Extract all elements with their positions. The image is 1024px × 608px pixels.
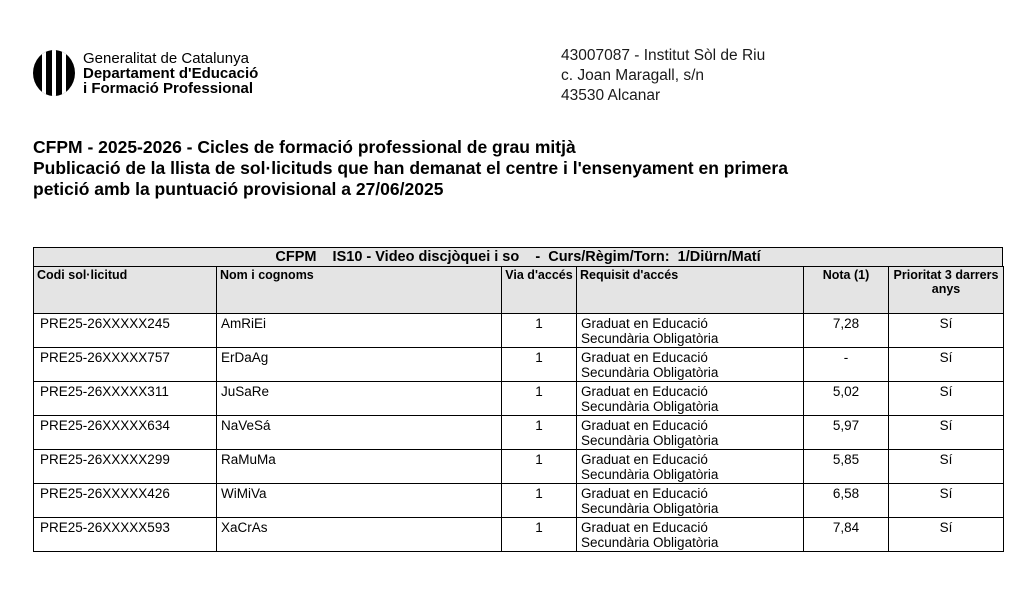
cell-name: JuSaRe — [217, 382, 502, 416]
cell-requirement — [577, 416, 804, 450]
table-row — [34, 348, 1004, 382]
cell-priority: Sí — [889, 314, 1004, 348]
cell-priority: Sí — [889, 382, 1004, 416]
col-header-requirement: Requisit d'accés — [577, 267, 804, 314]
cell-code: PRE25-26XXXXX299 — [34, 450, 217, 484]
cell-grade: 7,28 — [804, 314, 889, 348]
cell-requirement — [577, 450, 804, 484]
school-address — [561, 46, 765, 106]
col-header-priority: Prioritat 3 darrers anys — [889, 267, 1004, 314]
cell-grade: 5,97 — [804, 416, 889, 450]
col-header-grade: Nota (1) — [804, 267, 889, 314]
cell-priority: Sí — [889, 484, 1004, 518]
requirement-line2: Secundària Obligatòria — [581, 501, 719, 516]
org-name — [83, 51, 258, 96]
cell-name: ErDaAg — [217, 348, 502, 382]
cell-grade: 7,84 — [804, 518, 889, 552]
cell-grade: - — [804, 348, 889, 382]
cell-name: AmRiEi — [217, 314, 502, 348]
heading-line1: CFPM - 2025-2026 - Cicles de formació professional de grau mitjà — [33, 137, 576, 157]
cell-name: NaVeSá — [217, 416, 502, 450]
results-table — [33, 266, 1004, 552]
cell-grade: 6,58 — [804, 484, 889, 518]
cell-via: 1 — [502, 484, 577, 518]
requirement-line2: Secundària Obligatòria — [581, 467, 719, 482]
cell-via: 1 — [502, 348, 577, 382]
cell-code: PRE25-26XXXXX634 — [34, 416, 217, 450]
table-row — [34, 314, 1004, 348]
table-row — [34, 450, 1004, 484]
cell-grade: 5,02 — [804, 382, 889, 416]
cell-code: PRE25-26XXXXX245 — [34, 314, 217, 348]
col-header-name: Nom i cognoms — [217, 267, 502, 314]
table-row — [34, 382, 1004, 416]
cell-code: PRE25-26XXXXX593 — [34, 518, 217, 552]
cell-name: WiMiVa — [217, 484, 502, 518]
table-header-row — [34, 267, 1004, 314]
cell-priority: Sí — [889, 450, 1004, 484]
cell-via: 1 — [502, 518, 577, 552]
cell-code: PRE25-26XXXXX311 — [34, 382, 217, 416]
results-table-wrapper — [33, 247, 1003, 552]
requirement-line1: Graduat en Educació — [581, 452, 708, 467]
heading-line2: Publicació de la llista de sol·licituds que han demanat el centre i l'ensenyament en primera — [33, 158, 788, 178]
cell-priority: Sí — [889, 518, 1004, 552]
col-header-code: Codi sol·licitud — [34, 267, 217, 314]
cell-via: 1 — [502, 382, 577, 416]
school-address-line3: 43530 Alcanar — [561, 87, 661, 104]
requirement-line1: Graduat en Educació — [581, 316, 708, 331]
cell-priority: Sí — [889, 348, 1004, 382]
cell-priority: Sí — [889, 416, 1004, 450]
requirement-line2: Secundària Obligatòria — [581, 365, 719, 380]
school-address-line2: c. Joan Maragall, s/n — [561, 67, 705, 84]
table-caption: CFPM IS10 - Video discjòquei i so - Curs/Règim/Torn: 1/Diürn/Matí — [33, 247, 1003, 266]
requirement-line1: Graduat en Educació — [581, 350, 708, 365]
generalitat-emblem-icon — [33, 50, 75, 96]
cell-via: 1 — [502, 450, 577, 484]
cell-grade: 5,85 — [804, 450, 889, 484]
org-name-line3: i Formació Professional — [83, 79, 254, 97]
org-name-line2: Departament d'Educació — [83, 64, 259, 82]
cell-requirement — [577, 484, 804, 518]
cell-requirement — [577, 348, 804, 382]
cell-code: PRE25-26XXXXX757 — [34, 348, 217, 382]
requirement-line2: Secundària Obligatòria — [581, 331, 719, 346]
cell-name: RaMuMa — [217, 450, 502, 484]
school-address-line1: 43007087 - Institut Sòl de Riu — [561, 47, 766, 64]
document-heading — [33, 137, 993, 200]
cell-requirement — [577, 314, 804, 348]
col-header-via: Via d'accés — [502, 267, 577, 314]
requirement-line1: Graduat en Educació — [581, 486, 708, 501]
cell-via: 1 — [502, 314, 577, 348]
requirement-line2: Secundària Obligatòria — [581, 535, 719, 550]
requirement-line1: Graduat en Educació — [581, 520, 708, 535]
cell-requirement — [577, 518, 804, 552]
requirement-line2: Secundària Obligatòria — [581, 433, 719, 448]
requirement-line1: Graduat en Educació — [581, 418, 708, 433]
requirement-line2: Secundària Obligatòria — [581, 399, 719, 414]
heading-line3: petició amb la puntuació provisional a 27/06/2025 — [33, 179, 444, 199]
cell-code: PRE25-26XXXXX426 — [34, 484, 217, 518]
org-name-line1: Generalitat de Catalunya — [83, 49, 249, 67]
table-row — [34, 484, 1004, 518]
cell-name: XaCrAs — [217, 518, 502, 552]
org-logo — [33, 50, 258, 96]
table-row — [34, 518, 1004, 552]
requirement-line1: Graduat en Educació — [581, 384, 708, 399]
cell-requirement — [577, 382, 804, 416]
cell-via: 1 — [502, 416, 577, 450]
table-row — [34, 416, 1004, 450]
